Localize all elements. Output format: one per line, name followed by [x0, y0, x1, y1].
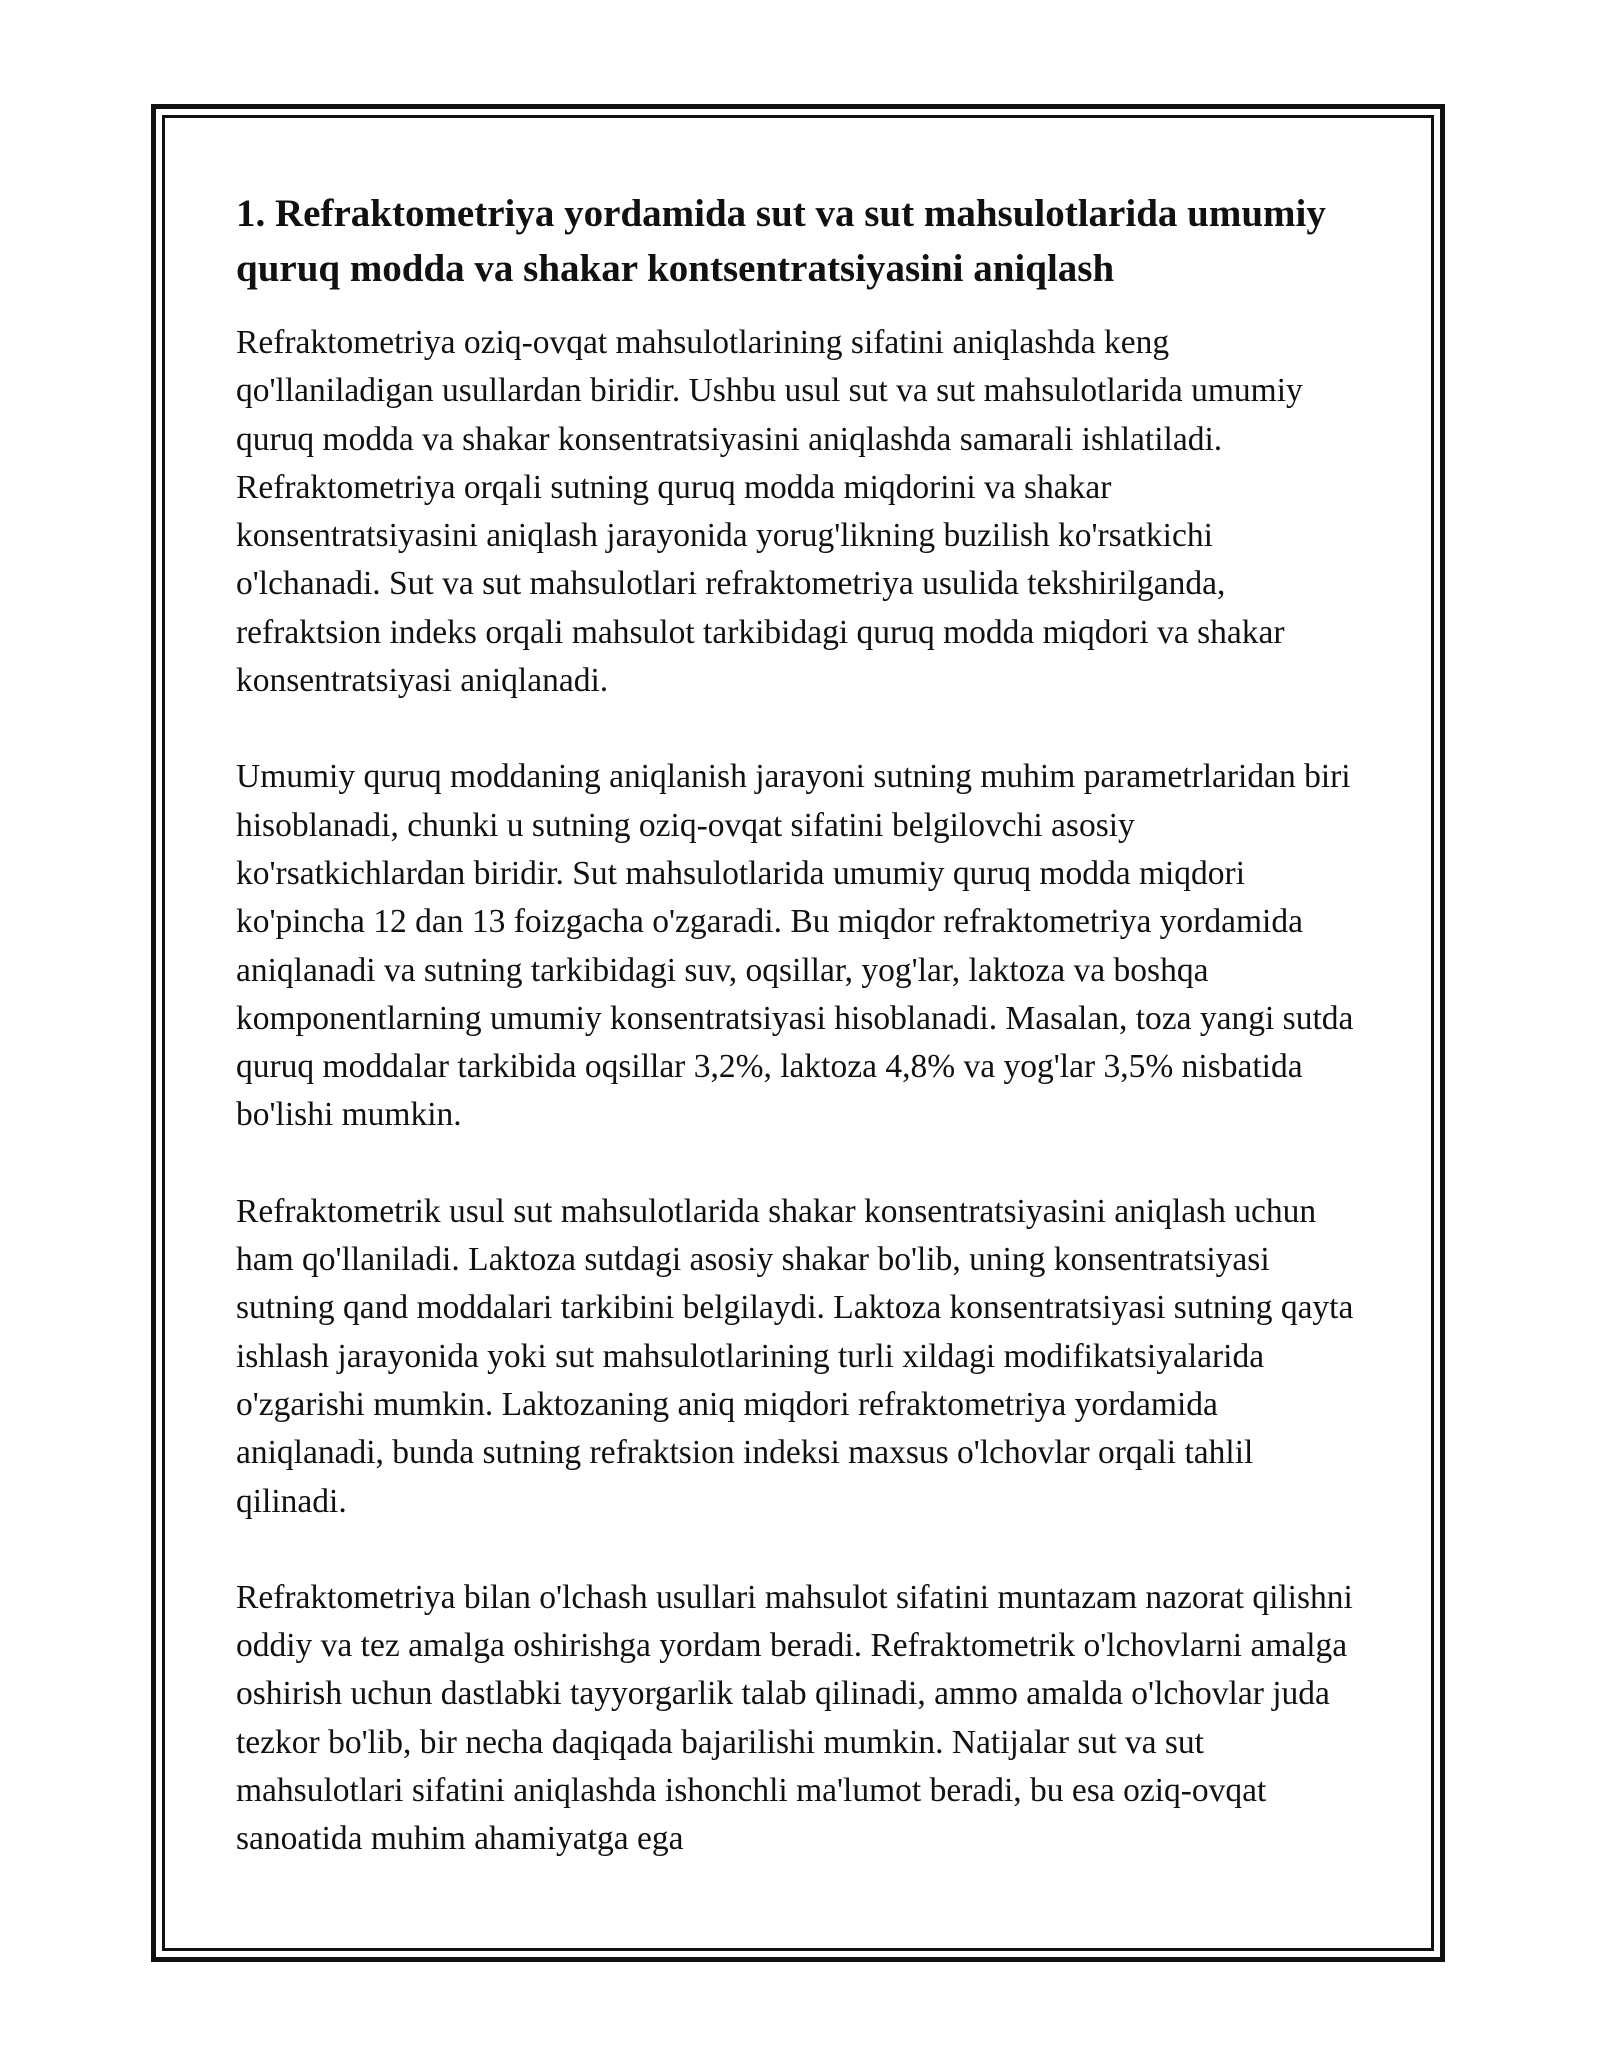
paragraph-3: Refraktometrik usul sut mahsulotlarida shakar konsentratsiyasini aniqlash uchun ham qo'llaniladi. Laktoza sutdagi asosiy shakar bo'lib, uning konsentratsiyasi sutning qand moddalari tarkibini belgilaydi. Laktoza konsentratsiyasi sutning qayta ishlash jarayonida yoki sut mahsulotlarining turli xildagi modifikatsiyalarida o'zgarishi mumkin. Laktozaning aniq miqdori refraktometriya yordamida aniqlanadi, bunda sutning refraktsion indeksi maxsus o'lchovlar orqali tahlil qilinadi.: [236, 1192, 1354, 1520]
section-title: 1. Refraktometriya yordamida sut va sut mahsulotlarida umumiy quruq modda va shakar kontsentratsiyasini aniqlash: [236, 192, 1326, 290]
paragraph-4: Refraktometriya bilan o'lchash usullari mahsulot sifatini muntazam nazorat qilishni oddiy va tez amalga oshirishga yordam beradi. Refraktometrik o'lchovlarni amalga oshirish uchun dastlabki tayyorgarlik talab qilinadi, ammo amalda o'lchovlar juda tezkor bo'lib, bir necha daqiqada bajarilishi mumkin. Natijalar sut va sut mahsulotlari sifatini aniqlashda ishonchli ma'lumot beradi, bu esa oziq-ovqat sanoatida muhim ahamiyatga ega: [236, 1578, 1353, 1858]
paragraph-1: Refraktometriya oziq-ovqat mahsulotlarining sifatini aniqlashda keng qo'llaniladigan usullardan biridir. Ushbu usul sut va sut mahsulotlarida umumiy quruq modda va shakar konsentratsiyasini aniqlashda samarali ishlatiladi. Refraktometriya orqali sutning quruq modda miqdorini va shakar konsentratsiyasini aniqlash jarayonida yorug'likning buzilish ko'rsatkichi o'lchanadi. Sut va sut mahsulotlari refraktometriya usulida tekshirilganda, refraktsion indeks orqali mahsulot tarkibidagi quruq modda miqdori va shakar konsentratsiyasi aniqlanadi.: [236, 324, 1303, 700]
document-body: [236, 186, 1356, 1912]
paragraph-2: Umumiy quruq moddaning aniqlanish jarayoni sutning muhim parametrlaridan biri hisoblanadi, chunki u sutning oziq-ovqat sifatini belgilovchi asosiy ko'rsatkichlardan biridir. Sut mahsulotlarida umumiy quruq modda miqdori ko'pincha 12 dan 13 foizgacha o'zgaradi. Bu miqdor refraktometriya yordamida aniqlanadi va sutning tarkibidagi suv, oqsillar, yog'lar, laktoza va boshqa komponentlarning umumiy konsentratsiyasi hisoblanadi. Masalan, toza yangi sutda quruq moddalar tarkibida oqsillar 3,2%, laktoza 4,8% va yog'lar 3,5% nisbatida bo'lishi mumkin.: [236, 758, 1354, 1134]
